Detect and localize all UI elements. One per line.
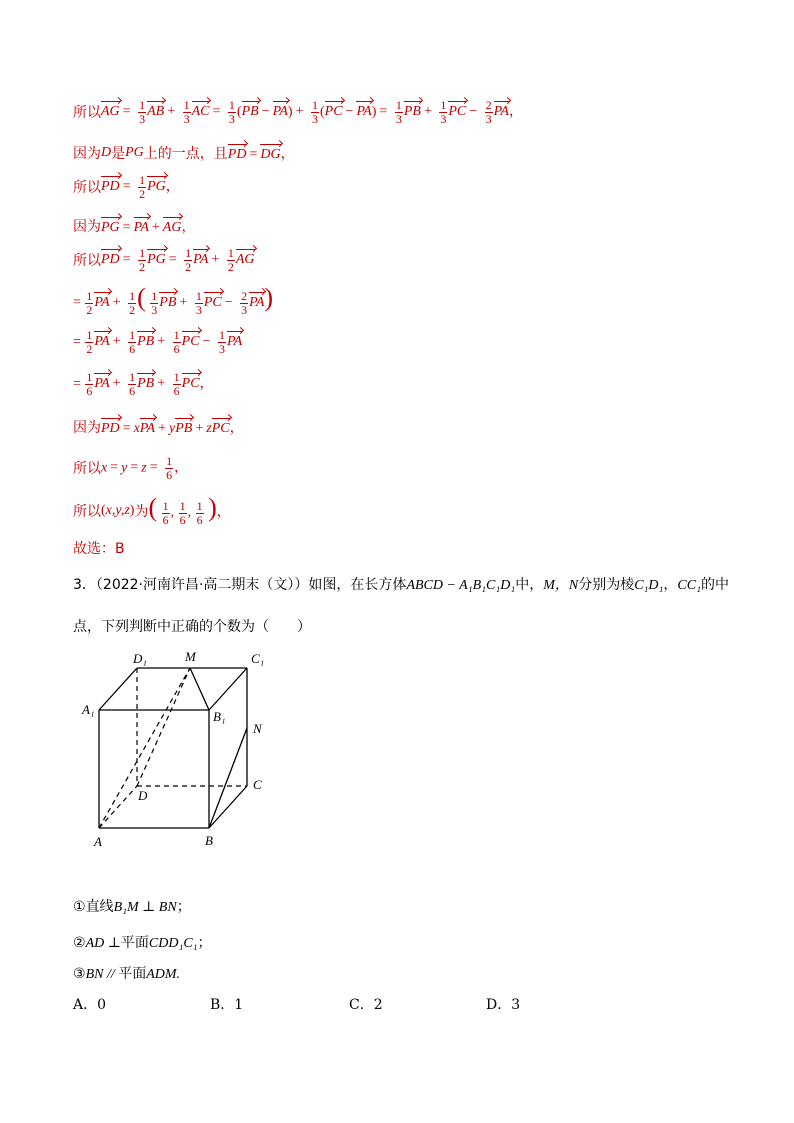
solution-line-2 <box>73 138 295 168</box>
math-expression: AG = $\frac{1}{3}$ AB + $\frac{1}{3}$ AC = $\frac{1}{3}$ (PB − PA) + $\frac{1}{3}$ (PC − PA) = $\frac{1}{3}$ PB + $\frac{1}{3}$ PC − $\frac{2}{3}$ PA， <box>101 97 523 126</box>
question-line-2: 点，下列判断中正确的个数为（ ） <box>73 619 311 635</box>
text-tail: 上的一点，且 <box>143 146 228 162</box>
label-M: M <box>185 649 196 664</box>
math-expression: PD = $\frac{1}{2}$ PG， <box>101 172 180 201</box>
solution-line-1 <box>73 97 523 127</box>
label-N: N <box>253 721 262 736</box>
points-MN: M，N <box>543 578 579 593</box>
label-C1: C₁ <box>251 651 265 666</box>
label-A1: A₁ <box>82 702 95 717</box>
label-C: C <box>253 777 262 792</box>
solution-line-4 <box>73 211 195 241</box>
statement-1: ①直线B₁M ⊥ BN； <box>73 899 191 915</box>
choice-C[interactable]: C．2 <box>349 997 383 1013</box>
solution-line-10 <box>73 453 188 483</box>
math-expression: = $\frac{1}{2}$ PA + $\frac{1}{6}$ PB + $\frac{1}{6}$ PC − $\frac{1}{3}$ PA <box>73 327 243 356</box>
math-expression: = $\frac{1}{2}$ PA + $\frac{1}{2}$ ( $\frac{1}{3}$ PB + $\frac{1}{3}$ PC − $\frac{2}{3}$ PA) <box>73 283 274 317</box>
solution-prefix: 所以 <box>73 504 101 520</box>
question-text: 的中 <box>700 577 729 593</box>
solution-prefix: 所以 <box>73 253 101 269</box>
label-D1: D₁ <box>133 651 147 666</box>
choice-A[interactable]: A．0 <box>73 997 107 1013</box>
answer-line: 故选：B <box>73 541 125 557</box>
question-text: ， <box>663 577 678 593</box>
math-expression: PD = DG， <box>227 147 295 162</box>
text-shi: 是 <box>111 146 126 162</box>
solution-prefix: 所以 <box>73 180 101 196</box>
edge-C1D1: C₁D₁ <box>634 578 664 593</box>
solution-line-9 <box>73 412 244 442</box>
label-B: B <box>205 833 213 848</box>
solution-line-3 <box>73 172 180 202</box>
statement-2: ②AD ⊥平面CDD₁C₁； <box>73 935 212 951</box>
solution-line-8 <box>73 369 214 399</box>
segment-PG: PG <box>125 145 144 160</box>
solution-prefix: 因为 <box>73 146 101 162</box>
math-expression-value: ( $\frac{1}{6}$ , $\frac{1}{6}$ , $\frac{1}{6}$ )， <box>148 493 231 527</box>
solution-prefix: 因为 <box>73 219 101 235</box>
cuboid-name: ABCD − A₁B₁C₁D₁ <box>406 578 516 593</box>
question-text: 分别为棱 <box>578 577 635 593</box>
edge-CC1: CC₁ <box>677 578 701 593</box>
label-A: A <box>94 834 102 849</box>
label-D: D <box>138 788 148 803</box>
question-line-1 <box>73 574 729 594</box>
question-text: 中， <box>515 577 544 593</box>
solution-line-11 <box>73 493 231 527</box>
math-expression: PD = $\frac{1}{2}$ PG = $\frac{1}{2}$ PA + $\frac{1}{2}$ AG <box>101 245 255 274</box>
math-expression: PD = xPA + yPB + zPC， <box>101 421 244 436</box>
math-expression-xyz: (x,y,z) <box>101 503 135 518</box>
solution-line-7 <box>73 327 242 357</box>
solution-prefix: 因为 <box>73 420 101 436</box>
choice-B[interactable]: B．1 <box>210 997 244 1013</box>
solution-prefix: 所以 <box>73 105 101 121</box>
point-D: D <box>101 145 112 160</box>
math-expression: = $\frac{1}{6}$ PA + $\frac{1}{6}$ PB + $\frac{1}{6}$ PC， <box>73 369 214 398</box>
solution-line-5 <box>73 245 255 275</box>
statement-3: ③BN // 平面ADM. <box>73 966 181 982</box>
question-stem: 3．（2022·河南许昌·高二期末（文））如图，在长方体 <box>73 577 407 593</box>
math-expression: PG = PA + AG， <box>101 220 196 235</box>
math-expression: x = y = z = $\frac{1}{6}$ ， <box>101 453 189 482</box>
label-B1: B₁ <box>213 709 226 724</box>
choice-D[interactable]: D．3 <box>486 997 521 1013</box>
cuboid-figure <box>75 648 295 853</box>
solution-prefix: 所以 <box>73 461 101 477</box>
text-wei: 为 <box>134 504 149 520</box>
solution-line-6 <box>73 283 274 317</box>
